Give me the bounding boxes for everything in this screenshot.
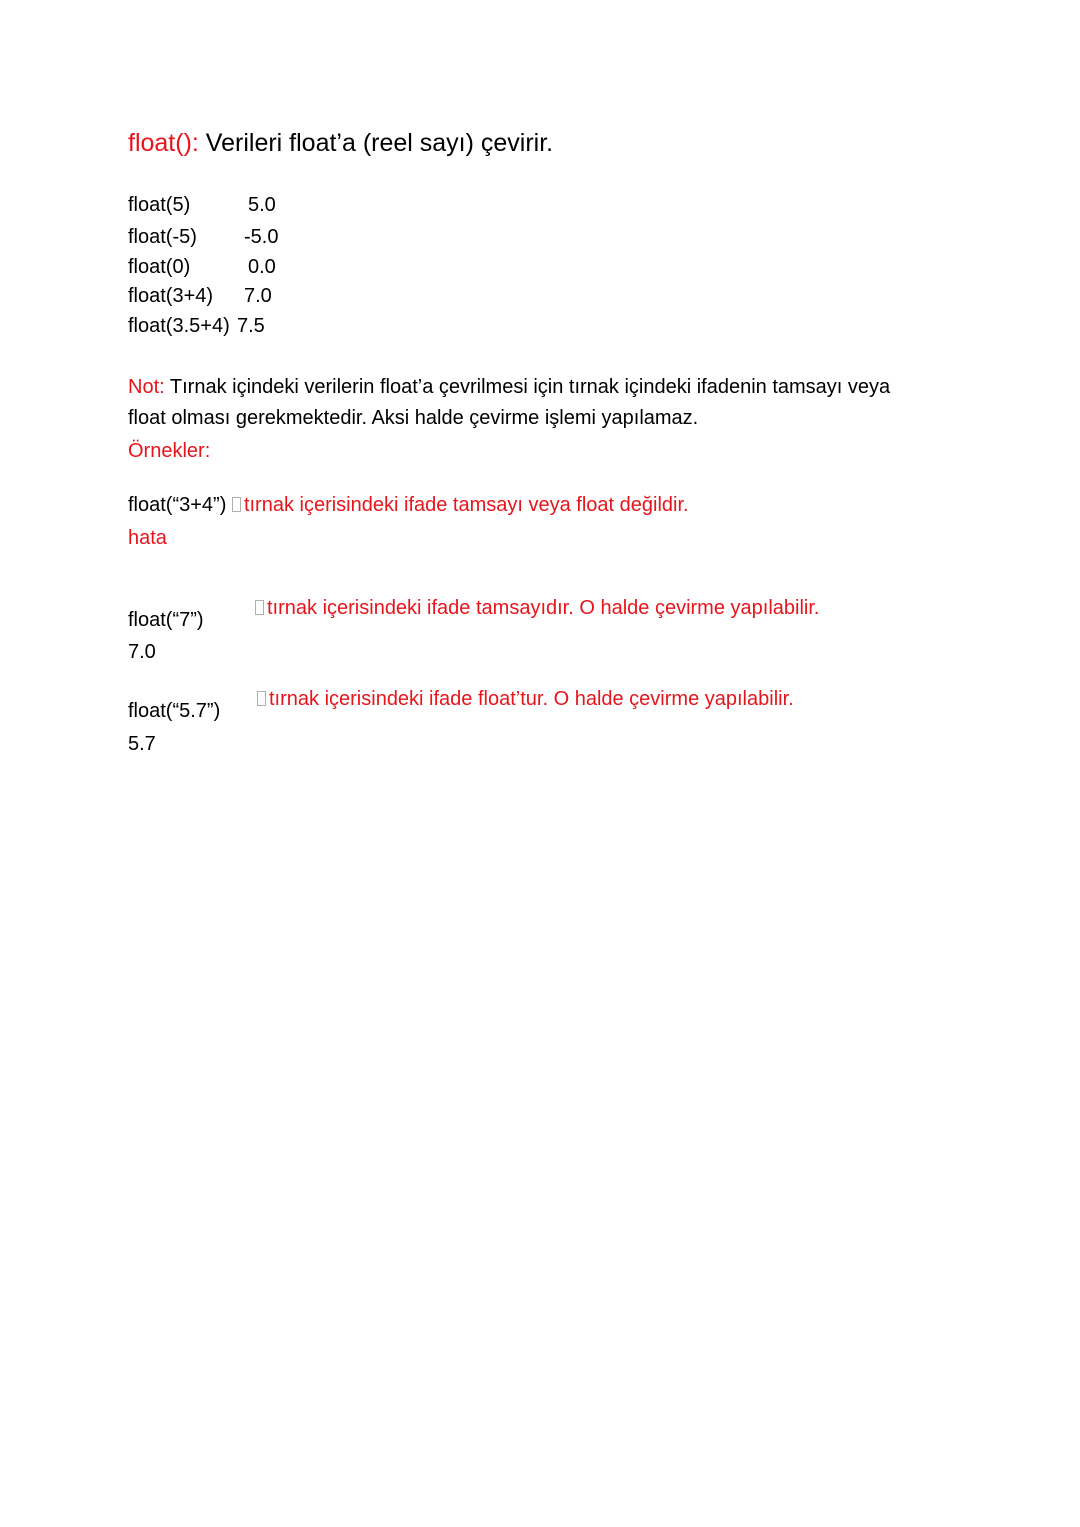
- string-example-expr: float(“5.7”): [128, 700, 221, 722]
- function-name: float():: [128, 129, 199, 157]
- example-expr: float(-5): [128, 226, 197, 248]
- string-example-result: 7.0: [128, 641, 156, 663]
- example-expr: float(0): [128, 256, 191, 278]
- example-result: 0.0: [248, 256, 276, 278]
- example-expr: float(3.5+4): [128, 315, 230, 337]
- example-expr: float(5): [128, 194, 191, 216]
- example-result: 7.5: [237, 315, 265, 337]
- title-description: Verileri float’a (reel sayı) çevirir.: [198, 129, 554, 157]
- string-example-expr: float(“3+4”): [128, 494, 227, 516]
- page-title: [128, 131, 553, 156]
- note-label: Not:: [128, 376, 165, 398]
- string-example-expr: float(“7”): [128, 609, 204, 631]
- missing-glyph-icon: [257, 691, 266, 706]
- string-example-result: hata: [128, 527, 167, 549]
- note-text: Tırnak içindeki verilerin float’a çevrilmesi için tırnak içindeki ifadenin tamsayı veya: [164, 376, 891, 398]
- example-result: 5.0: [248, 194, 276, 216]
- example-result: 7.0: [244, 285, 272, 307]
- note-line-2: float olması gerekmektedir. Aksi halde çevirme işlemi yapılamaz.: [128, 407, 699, 429]
- missing-glyph-icon: [232, 497, 241, 512]
- string-example-comment: tırnak içerisindeki ifade tamsayıdır. O halde çevirme yapılabilir.: [255, 598, 819, 618]
- string-example-result: 5.7: [128, 733, 156, 755]
- note-line-1: [128, 377, 890, 397]
- string-example-comment: tırnak içerisindeki ifade tamsayı veya float değildir.: [232, 494, 689, 516]
- example-expr: float(3+4): [128, 285, 214, 307]
- example-result: -5.0: [244, 226, 279, 248]
- examples-label: Örnekler:: [128, 440, 211, 462]
- string-example-comment: tırnak içerisindeki ifade float’tur. O halde çevirme yapılabilir.: [257, 689, 794, 709]
- missing-glyph-icon: [255, 600, 264, 615]
- string-example-row: [128, 495, 689, 515]
